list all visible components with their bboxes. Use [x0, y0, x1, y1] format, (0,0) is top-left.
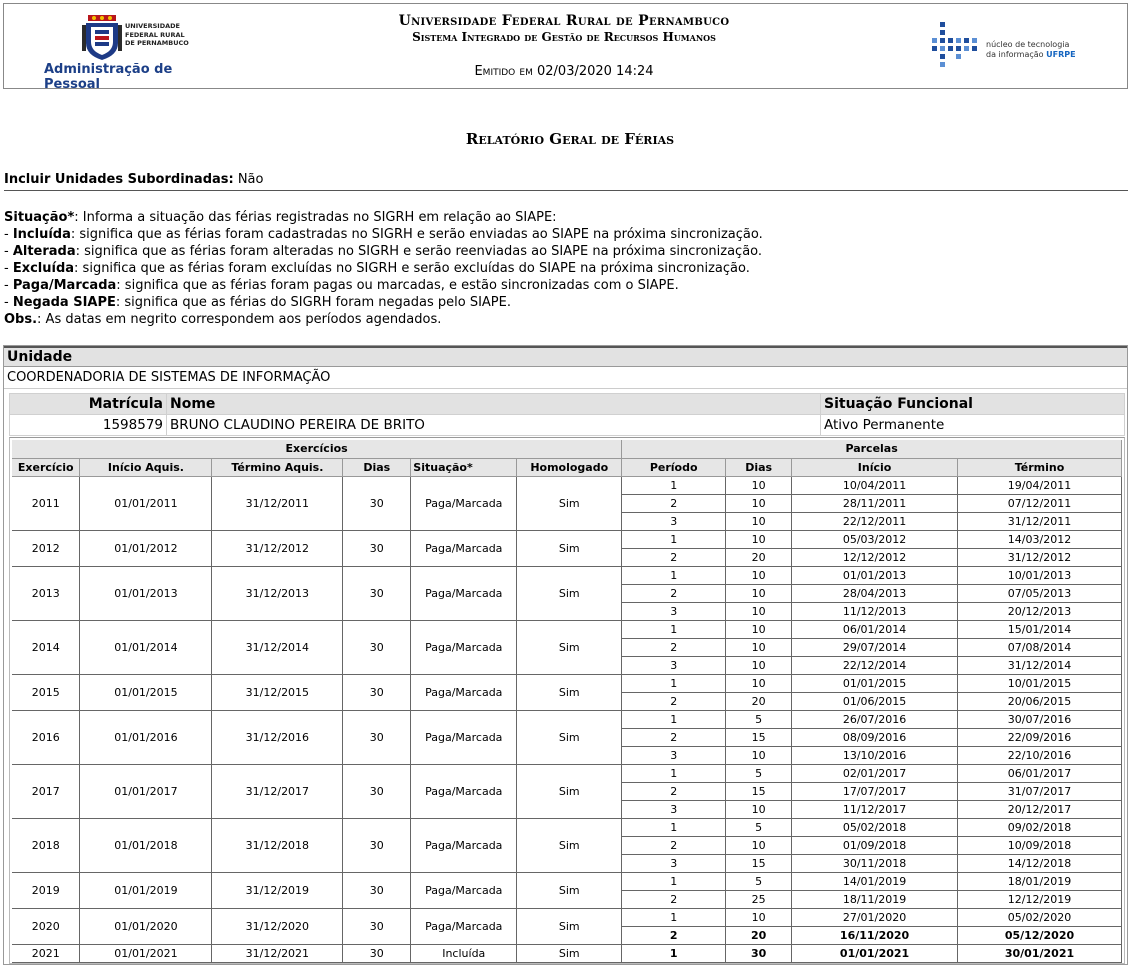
vacation-table — [12, 440, 1122, 963]
exercicio-homologado: Sim — [517, 674, 622, 710]
exercicio-days: 30 — [343, 710, 411, 764]
parcela-dias: 20 — [726, 692, 792, 710]
parcela-periodo: 1 — [622, 944, 726, 962]
vacation-row — [12, 674, 1122, 692]
parcela-periodo: 2 — [622, 836, 726, 854]
col-parcela-dias: Dias — [726, 458, 792, 476]
parcela-termino: 20/12/2013 — [958, 602, 1122, 620]
vacation-group-header — [12, 440, 1122, 458]
exercicio-homologado: Sim — [517, 620, 622, 674]
vacation-row — [12, 818, 1122, 836]
emitted-at — [324, 64, 804, 79]
parcela-dias: 30 — [726, 944, 792, 962]
parcela-periodo: 1 — [622, 764, 726, 782]
acquisition-end: 31/12/2017 — [212, 764, 343, 818]
parcela-periodo: 2 — [622, 584, 726, 602]
exercicio-homologado: Sim — [517, 476, 622, 530]
parcela-inicio: 29/07/2014 — [792, 638, 958, 656]
parcela-termino: 14/12/2018 — [958, 854, 1122, 872]
acquisition-end: 31/12/2012 — [212, 530, 343, 566]
employee-table — [9, 393, 1125, 436]
parcela-termino: 15/01/2014 — [958, 620, 1122, 638]
legend-term: Paga/Marcada — [12, 278, 117, 293]
parcela-inicio: 17/07/2017 — [792, 782, 958, 800]
parcela-termino: 19/04/2011 — [958, 476, 1122, 494]
legend-term: Excluída — [12, 261, 75, 276]
parcela-periodo: 1 — [622, 566, 726, 584]
parcela-termino: 05/12/2020 — [958, 926, 1122, 944]
parcela-inicio: 12/12/2012 — [792, 548, 958, 566]
acquisition-start: 01/01/2021 — [80, 944, 212, 962]
legend-term: Alterada — [12, 244, 76, 259]
vacation-row — [12, 872, 1122, 890]
parcela-inicio: 28/04/2013 — [792, 584, 958, 602]
nti-line-2b: UFRPE — [1046, 50, 1076, 59]
legend-text: : significa que as férias foram alteradas no SIGRH e serão reenviadas ao SIAPE na próxima sincronização. — [75, 244, 763, 259]
nti-line-2a: da informação — [986, 50, 1047, 59]
parcela-inicio: 01/01/2015 — [792, 674, 958, 692]
col-parcela-inicio: Início — [792, 458, 958, 476]
exercicio-days: 30 — [343, 530, 411, 566]
vacation-row — [12, 530, 1122, 548]
parcela-periodo: 2 — [622, 728, 726, 746]
parcela-periodo: 1 — [622, 530, 726, 548]
parcela-inicio: 22/12/2011 — [792, 512, 958, 530]
parcela-dias: 10 — [726, 620, 792, 638]
acquisition-end: 31/12/2021 — [212, 944, 343, 962]
parcela-dias: 10 — [726, 908, 792, 926]
parcela-periodo: 3 — [622, 656, 726, 674]
exercicio-year: 2019 — [12, 872, 80, 908]
nti-grid-icon — [930, 22, 980, 70]
col-nome: Nome — [167, 394, 821, 415]
exercicio-year: 2017 — [12, 764, 80, 818]
legend-prefix: - — [4, 295, 13, 310]
parcela-termino: 10/09/2018 — [958, 836, 1122, 854]
legend-line — [4, 260, 763, 277]
vacation-row — [12, 476, 1122, 494]
exercicio-days: 30 — [343, 872, 411, 908]
parcela-dias: 5 — [726, 818, 792, 836]
parcela-inicio: 22/12/2014 — [792, 656, 958, 674]
emitted-value: 02/03/2020 14:24 — [537, 64, 654, 79]
parcela-inicio: 26/07/2016 — [792, 710, 958, 728]
exercicio-year: 2020 — [12, 908, 80, 944]
parcela-periodo: 1 — [622, 908, 726, 926]
exercicio-days: 30 — [343, 566, 411, 620]
legend-line — [4, 226, 763, 243]
acquisition-start: 01/01/2011 — [80, 476, 212, 530]
exercicio-homologado: Sim — [517, 908, 622, 944]
exercicio-situation: Incluída — [411, 944, 517, 962]
parcela-dias: 10 — [726, 566, 792, 584]
parcela-periodo: 1 — [622, 674, 726, 692]
parcela-inicio: 16/11/2020 — [792, 926, 958, 944]
parcela-termino: 22/10/2016 — [958, 746, 1122, 764]
parcela-termino: 31/12/2011 — [958, 512, 1122, 530]
parcela-periodo: 1 — [622, 710, 726, 728]
exercicio-situation: Paga/Marcada — [411, 764, 517, 818]
vacation-column-header — [12, 458, 1122, 476]
vacation-row — [12, 908, 1122, 926]
legend-text: : As datas em negrito correspondem aos períodos agendados. — [37, 312, 442, 327]
parcela-periodo: 1 — [622, 620, 726, 638]
parcela-termino: 31/12/2012 — [958, 548, 1122, 566]
header-titles — [324, 13, 804, 45]
parcela-periodo: 2 — [622, 692, 726, 710]
vacation-table-body — [12, 476, 1122, 962]
include-label: Incluir Unidades Subordinadas: — [4, 172, 234, 187]
acquisition-end: 31/12/2014 — [212, 620, 343, 674]
parcela-periodo: 3 — [622, 854, 726, 872]
nti-line-1: núcleo de tecnologia — [986, 40, 1070, 49]
acquisition-start: 01/01/2018 — [80, 818, 212, 872]
parcela-dias: 10 — [726, 674, 792, 692]
parcela-inicio: 01/01/2021 — [792, 944, 958, 962]
parcela-dias: 5 — [726, 872, 792, 890]
parcela-termino: 14/03/2012 — [958, 530, 1122, 548]
parcela-inicio: 27/01/2020 — [792, 908, 958, 926]
emitted-label: Emitido em — [474, 64, 533, 79]
acquisition-start: 01/01/2014 — [80, 620, 212, 674]
parcela-dias: 15 — [726, 782, 792, 800]
unit-section — [3, 345, 1128, 965]
acquisition-start: 01/01/2019 — [80, 872, 212, 908]
unit-header: Unidade — [4, 346, 1127, 367]
parcela-dias: 10 — [726, 836, 792, 854]
parcela-termino: 20/06/2015 — [958, 692, 1122, 710]
exercicio-year: 2021 — [12, 944, 80, 962]
legend-prefix: - — [4, 227, 13, 242]
parcela-dias: 5 — [726, 710, 792, 728]
exercicio-homologado: Sim — [517, 872, 622, 908]
legend-term: Obs. — [4, 312, 38, 327]
parcela-termino: 09/02/2018 — [958, 818, 1122, 836]
acquisition-start: 01/01/2017 — [80, 764, 212, 818]
acquisition-start: 01/01/2016 — [80, 710, 212, 764]
employee-matricula: 1598579 — [10, 415, 167, 436]
parcela-termino: 20/12/2017 — [958, 800, 1122, 818]
parcela-termino: 31/12/2014 — [958, 656, 1122, 674]
parcela-inicio: 01/06/2015 — [792, 692, 958, 710]
acquisition-end: 31/12/2020 — [212, 908, 343, 944]
legend-text: : significa que as férias foram pagas ou marcadas, e estão sincronizadas com o SIAPE. — [116, 278, 679, 293]
parcela-termino: 05/02/2020 — [958, 908, 1122, 926]
parcela-dias: 10 — [726, 638, 792, 656]
legend-term: Incluída — [12, 227, 71, 242]
legend-text: : significa que as férias foram cadastradas no SIGRH e serão enviadas ao SIAPE na próxima sincronização. — [70, 227, 763, 242]
parcela-inicio: 18/11/2019 — [792, 890, 958, 908]
exercicio-year: 2012 — [12, 530, 80, 566]
vacation-row — [12, 620, 1122, 638]
report-header — [3, 3, 1128, 92]
admin-label: Administração de Pessoal — [44, 62, 173, 92]
exercicio-situation: Paga/Marcada — [411, 476, 517, 530]
exercicio-homologado: Sim — [517, 764, 622, 818]
parcela-dias: 5 — [726, 764, 792, 782]
include-value: Não — [233, 172, 264, 187]
group-exercicios: Exercícios — [12, 440, 622, 458]
parcela-dias: 15 — [726, 854, 792, 872]
exercicio-year: 2016 — [12, 710, 80, 764]
exercicio-year: 2015 — [12, 674, 80, 710]
include-subordinate-units — [4, 172, 1128, 191]
exercicio-year: 2013 — [12, 566, 80, 620]
parcela-inicio: 02/01/2017 — [792, 764, 958, 782]
legend-line — [4, 294, 763, 311]
exercicio-situation: Paga/Marcada — [411, 620, 517, 674]
exercicio-homologado: Sim — [517, 944, 622, 962]
exercicio-days: 30 — [343, 674, 411, 710]
legend-term: Situação* — [4, 210, 75, 225]
unit-name: COORDENADORIA DE SISTEMAS DE INFORMAÇÃO — [4, 367, 1127, 389]
parcela-termino: 18/01/2019 — [958, 872, 1122, 890]
acquisition-end: 31/12/2015 — [212, 674, 343, 710]
col-periodo: Período — [622, 458, 726, 476]
nti-logo-text — [986, 40, 1076, 60]
parcela-periodo: 2 — [622, 926, 726, 944]
nti-line-2 — [986, 50, 1076, 60]
col-situacao-funcional: Situação Funcional — [821, 394, 1125, 415]
exercicio-situation: Paga/Marcada — [411, 566, 517, 620]
acquisition-start: 01/01/2012 — [80, 530, 212, 566]
situation-legend — [4, 209, 763, 328]
parcela-dias: 10 — [726, 584, 792, 602]
logo-line-1: UNIVERSIDADE — [125, 22, 180, 30]
legend-prefix: - — [4, 244, 13, 259]
parcela-termino: 12/12/2019 — [958, 890, 1122, 908]
parcela-inicio: 01/01/2013 — [792, 566, 958, 584]
parcela-inicio: 14/01/2019 — [792, 872, 958, 890]
parcela-periodo: 2 — [622, 638, 726, 656]
exercicio-homologado: Sim — [517, 818, 622, 872]
parcela-periodo: 2 — [622, 782, 726, 800]
legend-prefix: - — [4, 261, 13, 276]
parcela-periodo: 2 — [622, 890, 726, 908]
parcela-dias: 10 — [726, 494, 792, 512]
logo-line-2: FEDERAL RURAL — [125, 30, 185, 39]
parcela-termino: 07/05/2013 — [958, 584, 1122, 602]
parcela-dias: 25 — [726, 890, 792, 908]
vacation-row — [12, 944, 1122, 962]
legend-line — [4, 311, 763, 328]
parcela-termino: 22/09/2016 — [958, 728, 1122, 746]
acquisition-end: 31/12/2013 — [212, 566, 343, 620]
col-inicio-aquis: Início Aquis. — [80, 458, 212, 476]
parcela-dias: 10 — [726, 512, 792, 530]
parcela-inicio: 11/12/2017 — [792, 800, 958, 818]
vacation-row — [12, 710, 1122, 728]
exercicio-situation: Paga/Marcada — [411, 818, 517, 872]
ufrpe-logo-text — [125, 22, 189, 48]
legend-line — [4, 243, 763, 260]
acquisition-start: 01/01/2015 — [80, 674, 212, 710]
exercicio-year: 2018 — [12, 818, 80, 872]
parcela-inicio: 30/11/2018 — [792, 854, 958, 872]
exercicio-days: 30 — [343, 476, 411, 530]
exercicio-situation: Paga/Marcada — [411, 530, 517, 566]
employee-situacao: Ativo Permanente — [821, 415, 1125, 436]
parcela-dias: 10 — [726, 602, 792, 620]
parcela-dias: 10 — [726, 530, 792, 548]
ufrpe-logo — [82, 11, 197, 61]
parcela-dias: 15 — [726, 728, 792, 746]
legend-text: : Informa a situação das férias registradas no SIGRH em relação ao SIAPE: — [74, 210, 557, 225]
parcela-dias: 10 — [726, 476, 792, 494]
logo-line-3: DE PERNAMBUCO — [125, 39, 189, 47]
acquisition-end: 31/12/2019 — [212, 872, 343, 908]
parcela-periodo: 3 — [622, 746, 726, 764]
parcela-dias: 20 — [726, 926, 792, 944]
parcela-inicio: 06/01/2014 — [792, 620, 958, 638]
legend-line — [4, 209, 763, 226]
legend-line — [4, 277, 763, 294]
parcela-termino: 10/01/2015 — [958, 674, 1122, 692]
exercicio-homologado: Sim — [517, 566, 622, 620]
exercicio-situation: Paga/Marcada — [411, 710, 517, 764]
vacation-table-wrapper — [9, 437, 1125, 964]
nti-logo — [930, 22, 1090, 70]
exercicio-days: 30 — [343, 908, 411, 944]
col-situacao: Situação* — [411, 458, 517, 476]
parcela-periodo: 3 — [622, 800, 726, 818]
col-exercicio: Exercício — [12, 458, 80, 476]
acquisition-end: 31/12/2011 — [212, 476, 343, 530]
parcela-periodo: 3 — [622, 602, 726, 620]
parcela-termino: 07/08/2014 — [958, 638, 1122, 656]
university-name: Universidade Federal Rural de Pernambuco — [398, 13, 730, 29]
group-parcelas: Parcelas — [622, 440, 1122, 458]
ufrpe-coat-of-arms-icon — [82, 13, 122, 61]
parcela-inicio: 08/09/2016 — [792, 728, 958, 746]
parcela-inicio: 01/09/2018 — [792, 836, 958, 854]
parcela-termino: 30/07/2016 — [958, 710, 1122, 728]
parcela-inicio: 11/12/2013 — [792, 602, 958, 620]
col-homologado: Homologado — [517, 458, 622, 476]
parcela-periodo: 1 — [622, 818, 726, 836]
parcela-dias: 10 — [726, 656, 792, 674]
exercicio-situation: Paga/Marcada — [411, 872, 517, 908]
parcela-termino: 07/12/2011 — [958, 494, 1122, 512]
parcela-inicio: 10/04/2011 — [792, 476, 958, 494]
exercicio-days: 30 — [343, 764, 411, 818]
parcela-dias: 20 — [726, 548, 792, 566]
vacation-row — [12, 764, 1122, 782]
exercicio-homologado: Sim — [517, 530, 622, 566]
exercicio-homologado: Sim — [517, 710, 622, 764]
report-title: Relatório Geral de Férias — [465, 130, 675, 148]
parcela-periodo: 1 — [622, 872, 726, 890]
col-matricula: Matrícula — [10, 394, 167, 415]
col-parcela-termino: Término — [958, 458, 1122, 476]
parcela-termino: 10/01/2013 — [958, 566, 1122, 584]
legend-text: : significa que as férias do SIGRH foram negadas pelo SIAPE. — [115, 295, 511, 310]
exercicio-days: 30 — [343, 818, 411, 872]
parcela-inicio: 05/03/2012 — [792, 530, 958, 548]
legend-term: Negada SIAPE — [12, 295, 116, 310]
parcela-inicio: 28/11/2011 — [792, 494, 958, 512]
parcela-inicio: 13/10/2016 — [792, 746, 958, 764]
legend-text: : significa que as férias foram excluídas no SIGRH e serão excluídas do SIAPE na próxima sincronização. — [74, 261, 750, 276]
parcela-termino: 31/07/2017 — [958, 782, 1122, 800]
parcela-periodo: 2 — [622, 494, 726, 512]
employee-row — [10, 415, 1125, 436]
system-name: Sistema Integrado de Gestão de Recursos Humanos — [412, 30, 716, 44]
vacation-row — [12, 566, 1122, 584]
employee-nome: BRUNO CLAUDINO PEREIRA DE BRITO — [167, 415, 821, 436]
exercicio-days: 30 — [343, 944, 411, 962]
legend-prefix: - — [4, 278, 13, 293]
exercicio-year: 2014 — [12, 620, 80, 674]
exercicio-situation: Paga/Marcada — [411, 908, 517, 944]
parcela-periodo: 3 — [622, 512, 726, 530]
exercicio-days: 30 — [343, 620, 411, 674]
parcela-periodo: 1 — [622, 476, 726, 494]
employee-header-row — [10, 394, 1125, 415]
col-termino-aquis: Término Aquis. — [212, 458, 343, 476]
exercicio-situation: Paga/Marcada — [411, 674, 517, 710]
acquisition-start: 01/01/2020 — [80, 908, 212, 944]
acquisition-end: 31/12/2016 — [212, 710, 343, 764]
acquisition-end: 31/12/2018 — [212, 818, 343, 872]
exercicio-year: 2011 — [12, 476, 80, 530]
parcela-inicio: 05/02/2018 — [792, 818, 958, 836]
parcela-periodo: 2 — [622, 548, 726, 566]
parcela-dias: 10 — [726, 800, 792, 818]
parcela-dias: 10 — [726, 746, 792, 764]
col-dias: Dias — [343, 458, 411, 476]
parcela-termino: 30/01/2021 — [958, 944, 1122, 962]
parcela-termino: 06/01/2017 — [958, 764, 1122, 782]
acquisition-start: 01/01/2013 — [80, 566, 212, 620]
